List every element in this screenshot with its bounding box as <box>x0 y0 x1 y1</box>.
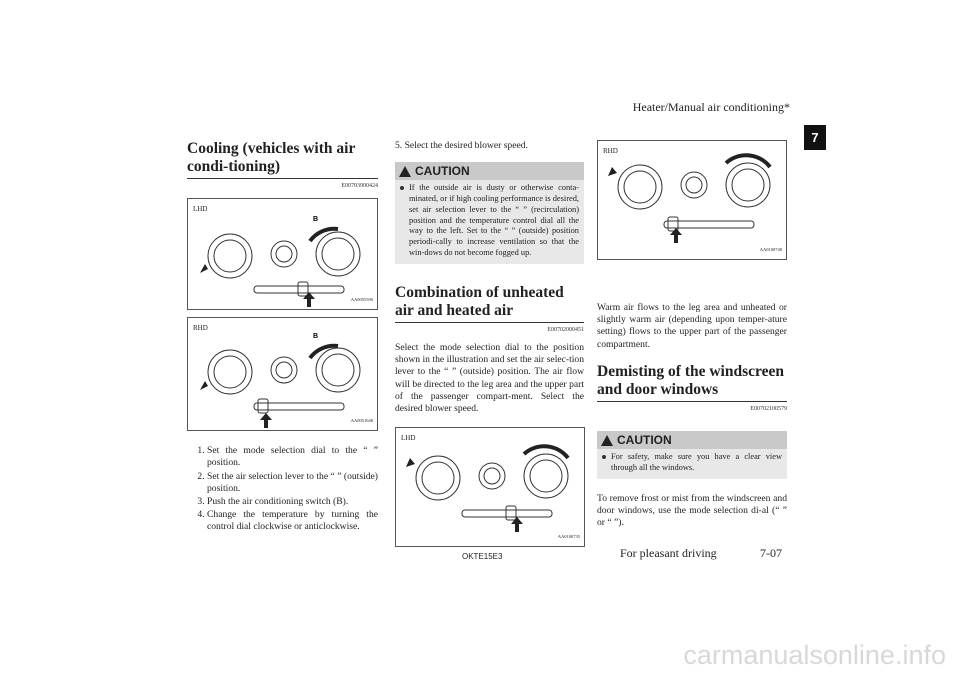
combination-paragraph: Select the mode selection dial to the position shown in the illustration and set the air selec-tion lever to the “ ” (outside) position. The air flow will be directed to the leg area and the upper part of the passenger compart-ment. Select the desired blower speed. <box>395 341 584 414</box>
figure-label: RHD <box>193 324 208 333</box>
running-header: Heater/Manual air conditioning* <box>632 100 790 114</box>
warning-icon <box>399 166 411 177</box>
document-code: OKTE15E3 <box>462 552 503 561</box>
demisting-paragraph: To remove frost or mist from the windscreen and door windows, use the mode selection di-al (“ ” or “ ”). <box>597 492 787 529</box>
svg-text:B: B <box>313 216 319 224</box>
figure-id: AA0100735 <box>557 534 580 539</box>
watermark-text: carmanualsonline.info <box>683 640 946 670</box>
caution-text: For safety, make sure you have a clear view through all the windows. <box>597 449 787 479</box>
figure-rhd-cooling <box>187 317 378 431</box>
column-2 <box>395 140 584 547</box>
section-heading-cooling: Cooling (vehicles with air condi-tioning) <box>187 140 378 179</box>
figure-rhd-combination <box>597 140 787 260</box>
figure-id: AA0100748 <box>759 246 782 252</box>
step-item: 3. Push the air conditioning switch (B). <box>207 496 378 508</box>
control-panel-illustration <box>188 199 377 309</box>
caution-title: CAUTION <box>415 164 470 179</box>
steps-list <box>187 445 378 533</box>
page-number: 7-07 <box>760 546 782 560</box>
column-3 <box>597 140 787 529</box>
section-code: E00702100579 <box>750 405 787 412</box>
caution-text: If the outside air is dusty or otherwise conta-minated, or if high cooling performance is desired, set air selection lever to the “ ” (recirculation) position and the temperature control dial all the way to the left. Set to the “ ” (outside) position periodi-cally to increase ventilation so that the win-dows do not become fogged up. <box>395 180 584 264</box>
step-5: 5. Select the desired blower speed. <box>395 140 528 151</box>
footer-section: For pleasant driving <box>620 546 717 560</box>
control-panel-illustration <box>598 141 786 259</box>
warm-air-paragraph: Warm air flows to the leg area and unheated or slightly warm air (depending upon temper-ature setting) flows to the upper part of the passenger compartment. <box>597 302 787 350</box>
column-1 <box>187 140 378 535</box>
figure-label: LHD <box>401 434 416 443</box>
svg-text:B: B <box>313 333 319 341</box>
figure-lhd-combination <box>395 427 585 547</box>
control-panel-illustration <box>396 428 584 546</box>
section-heading-combination: Combination of unheated air and heated air <box>395 284 584 323</box>
figure-label: LHD <box>193 205 208 214</box>
step-item: 4. Change the temperature by turning the control dial clockwise or anticlockwise. <box>207 509 378 533</box>
section-code: E00702000451 <box>547 326 584 333</box>
figure-label: RHD <box>603 147 618 155</box>
caution-box <box>395 162 584 264</box>
control-panel-illustration <box>188 318 377 430</box>
caution-box <box>597 431 787 479</box>
caution-title: CAUTION <box>617 432 672 447</box>
section-code: E00703900424 <box>341 183 378 189</box>
warning-icon <box>601 435 613 446</box>
chapter-tab: 7 <box>804 125 826 150</box>
step-item: 1. Set the mode selection dial to the “ ” position. <box>207 445 378 469</box>
figure-lhd-cooling <box>187 198 378 310</box>
step-item: 2. Set the air selection lever to the “ ” (outside) position. <box>207 471 378 495</box>
section-heading-demisting: Demisting of the windscreen and door windows <box>597 363 787 402</box>
figure-id: AA0051648 <box>350 418 373 423</box>
figure-id: AA0055590 <box>350 297 373 302</box>
